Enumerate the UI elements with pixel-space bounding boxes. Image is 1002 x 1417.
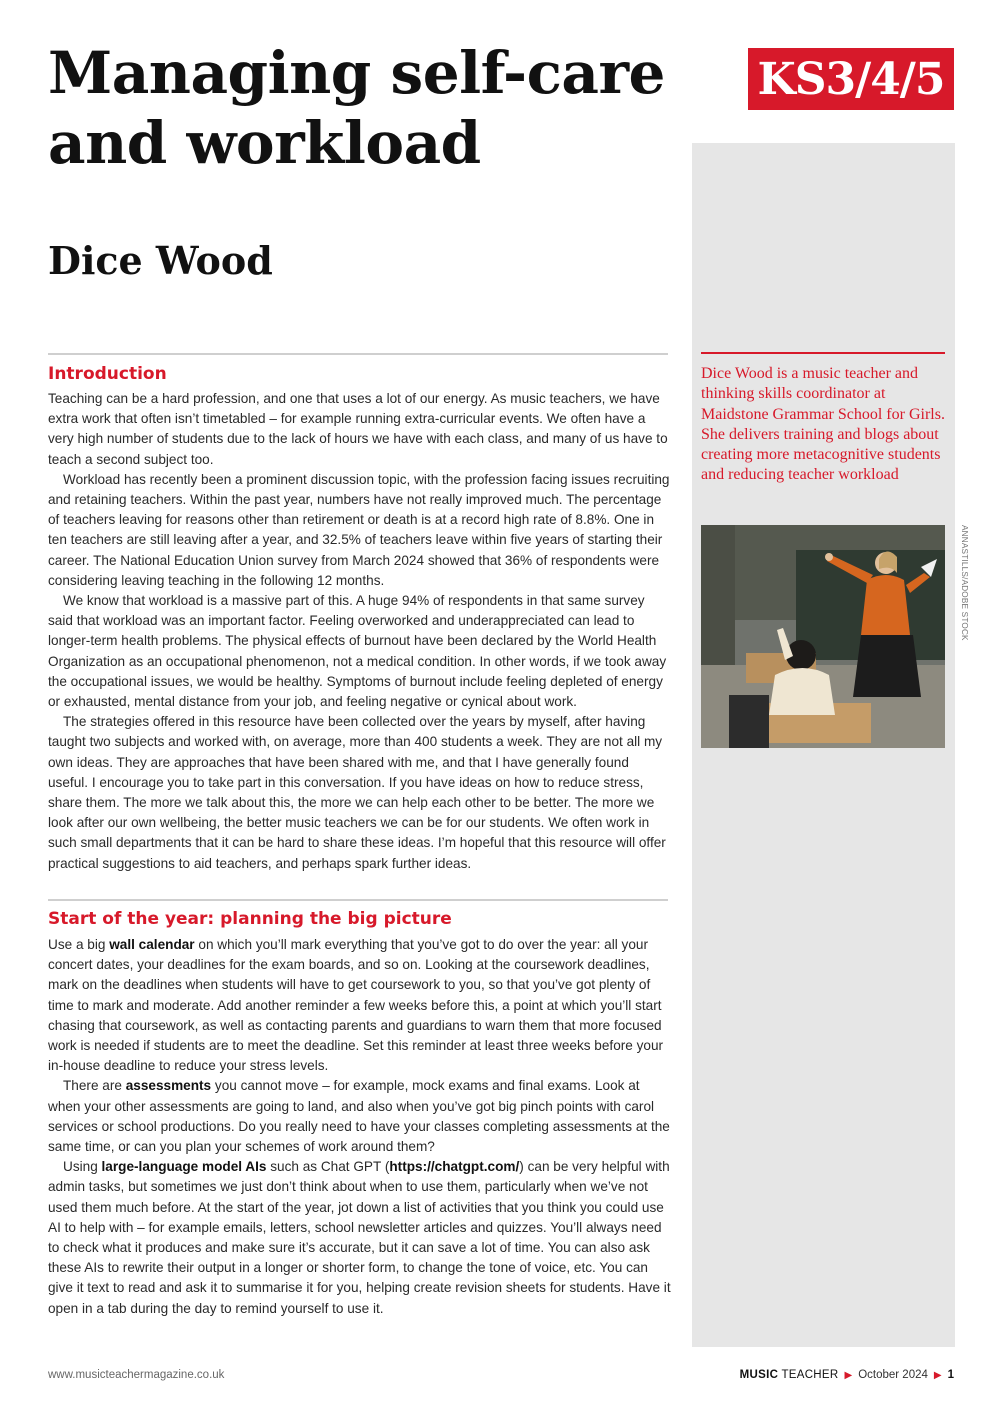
start-of-year-body [48,935,672,1319]
bio-divider [701,352,945,354]
intro-paragraph-3: We know that workload is a massive part of this. A huge 94% of respondents in that same survey said that workload was an important factor. Feeling overworked and underappreciated can lead to longer-term health problems. The physical effects of burnout have been declared by the World Health Organization as an occupational phenomenon, not a medical condition. In other words, if we took away the occupational issues, we would be healthy. Symptoms of burnout include feeling depleted of energy or exhausted, mental distance from your job, and feeling negative or cynical about work. [48,593,667,710]
section-heading-introduction: Introduction [48,364,167,384]
section-heading-start-of-year: Start of the year: planning the big picture [48,909,452,929]
start-paragraph-3: Using large-language model AIs such as Chat GPT (https://chatgpt.com/) can be very helpful with admin tasks, but sometimes we just don’t think about when to use them, particularly when we’ve not used them much before. At the start of the year, jot down a list of activities that you think you could use AI to help with – for example emails, letters, school newsletter articles and quizzes. You’ll always need to check what it produces and make sure it’s accurate, but it can save a lot of time. You can also ask these AIs to rewrite their output in a longer or shorter form, to change the tone of voice, etc. You can give it text to read and ask it to summarise it for you, helping create revision sheets for students. Have it open in a tab during the day to remind yourself to use it. [48,1159,671,1316]
triangle-right-icon: ▶ [844,1369,853,1381]
introduction-body [48,389,672,874]
brand-music: MUSIC [739,1369,779,1381]
issue-date: October 2024 [858,1369,928,1381]
classroom-photo [701,525,945,748]
footer-issue-info [740,1369,954,1381]
page-title: Managing self-care and workload [48,39,665,177]
photo-credit: ANNASTILLS/ADOBE STOCK [960,525,969,641]
intro-paragraph-4: The strategies offered in this resource have been collected over the years by myself, after having taught two subjects and worked with, on average, more than 400 students a week. They are not all my own ideas. They are approaches that have been shared with me, and that I have generally found useful. I encourage you to take part in this conversation. If you have ideas on how to reduce stress, share them. The more we talk about this, the more we can help each other to be better. The more we look after our own wellbeing, the better music teachers we can be for our students. We often work in such small departments that it can be hard to share these ideas. I’m hopeful that this resource will offer practical suggestions to aid teachers, and perhaps spark further ideas. [48,714,666,871]
start-paragraph-2: There are assessments you cannot move – for example, mock exams and final exams. Look at when your other assessments are going to land, and also when you’ve got big pinch points with carol services or school productions. Do you really need to have your classes completing assessments at the same time, or can you plan your schemes of work around them? [48,1078,670,1155]
author-name: Dice Wood [48,238,273,283]
intro-paragraph-1: Teaching can be a hard profession, and one that uses a lot of our energy. As music teachers, we have extra work that often isn’t timetabled – for example running extra-curricular events. We often have a very high number of students due to the lack of hours we have with each class, and many of us have to teach a second subject too. [48,391,668,467]
brand-teacher: TEACHER [781,1369,839,1381]
page-number: 1 [947,1369,954,1381]
section-divider [48,353,668,355]
section-divider [48,899,668,901]
chatgpt-link[interactable]: https://chatgpt.com/ [389,1159,520,1175]
author-bio: Dice Wood is a music teacher and thinking skills coordinator at Maidstone Grammar School for Girls. She delivers training and blogs about creating more metacognitive students and reducing teacher workload [701,365,945,484]
intro-paragraph-2: Workload has recently been a prominent discussion topic, with the profession facing issues recruiting and retaining teachers. Within the past year, numbers have not really improved much. The percentage of teachers leaving for reasons other than retirement or death is at a record high rate of 8.8%. One in ten teachers are still leaving after a year, and 32.5% of teachers leave within five years of starting their career. The National Education Union survey from March 2024 showed that 36% of respondents were considering leaving teaching in the following 12 months. [48,471,670,588]
key-stage-badge: KS3/4/5 [748,48,954,110]
start-paragraph-1: Use a big wall calendar on which you’ll mark everything that you’ve got to do over the year: all your concert dates, your deadlines for the exam boards, and so on. Looking at the coursework deadlines, mark on the deadlines when students will have to get coursework to you, so that you’ve got plenty of time to mark and moderate. Add another reminder a few weeks before this, a point at which you’ll start chasing that coursework, as well as contacting parents and guardians to warn them that more focused work is needed if students are to meet the deadline. Set this reminder at least three weeks before your in-house deadline to reduce your stress levels. [48,937,664,1074]
website-url[interactable]: www.musicteachermagazine.co.uk [48,1369,225,1381]
triangle-right-icon: ▶ [933,1369,942,1381]
